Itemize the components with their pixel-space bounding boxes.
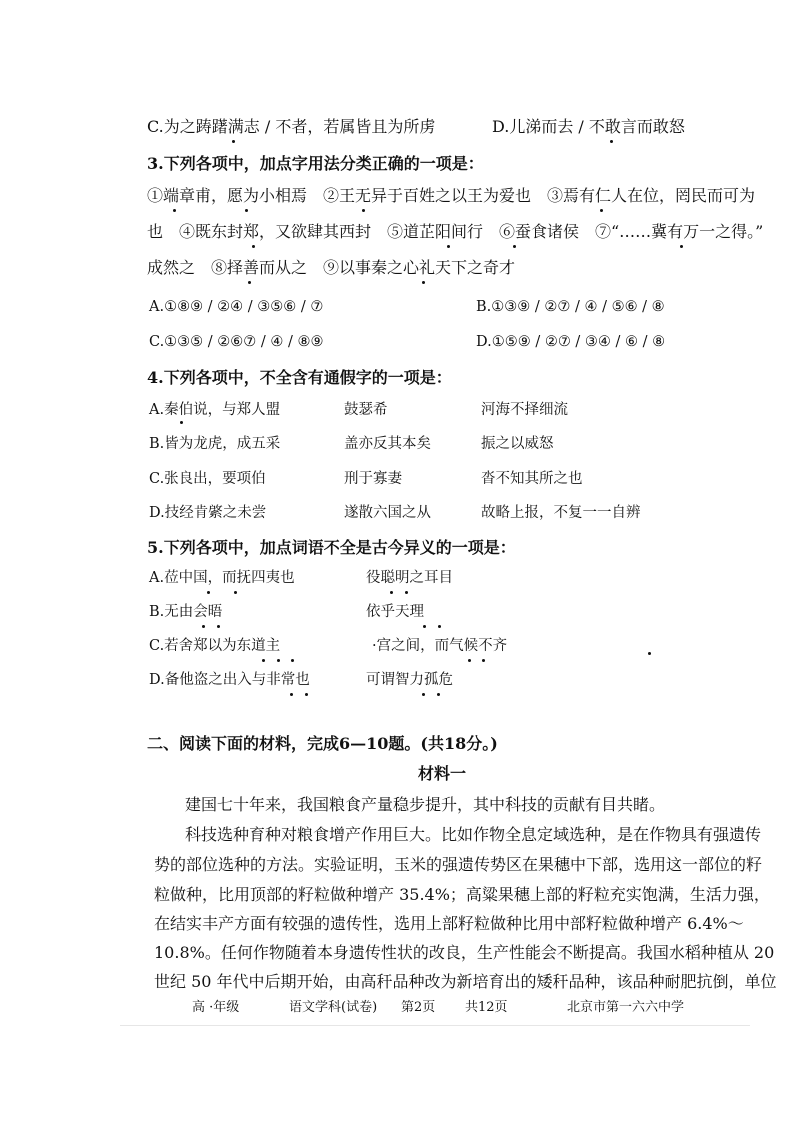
question-3-items-line2: 也 ④既东封郑，又欲肆其西封 ⑤道芷阳间行 ⑥蚕食诸侯 ⑦“……冀有万一之得。” bbox=[147, 222, 764, 241]
emphasis-dot bbox=[232, 140, 235, 143]
question-3-items-line1: ①端章甫，愿为小相焉 ②王无异于百姓之以王为爱也 ③焉有仁人在位，罔民而可为 bbox=[147, 186, 756, 205]
emphasis-dot bbox=[248, 281, 251, 284]
material-1-title: 材料一 bbox=[418, 764, 467, 783]
q2-option-c: C.为之踌躇满志 / 不者，若属皆且为所虏 bbox=[147, 117, 436, 136]
question-4-option-d2: 遂散六国之从 bbox=[344, 505, 431, 521]
question-4-option-d3: 故略上报，不复一一自辨 bbox=[481, 505, 641, 521]
question-4-option-a3: 河海不择细流 bbox=[481, 402, 568, 418]
emphasis-dot bbox=[362, 209, 365, 212]
paragraph-2-line5: 10.8%。任何作物随着本身遗传性状的改良，生产性能会不断提高。我国水稻种植从 20 bbox=[154, 943, 775, 962]
emphasis-dot bbox=[207, 591, 210, 594]
question-4-option-b1: B.皆为龙虎，成五采 bbox=[149, 436, 281, 452]
emphasis-dot bbox=[217, 625, 220, 628]
emphasis-dot bbox=[600, 209, 603, 212]
emphasis-dot bbox=[438, 625, 441, 628]
question-4-option-a1: A.秦伯说，与郑人盟 bbox=[149, 402, 281, 418]
question-5-option-b1: B.无由会晤 bbox=[149, 604, 223, 620]
question-5-option-a1: A.莅中国，而抚四夷也 bbox=[149, 570, 295, 586]
question-5-option-c2: ·宫之间，而气候不齐 bbox=[372, 638, 508, 654]
emphasis-dot bbox=[422, 281, 425, 284]
emphasis-dot bbox=[262, 659, 265, 662]
page-bottom-rule bbox=[120, 1025, 750, 1026]
emphasis-dot bbox=[234, 591, 237, 594]
question-5-option-a2: 役聪明之耳目 bbox=[366, 570, 453, 586]
question-4-stem: 4.下列各项中，不全含有通假字的一项是： bbox=[147, 368, 452, 387]
stray-mark bbox=[648, 652, 651, 655]
emphasis-dot bbox=[423, 625, 426, 628]
emphasis-dot bbox=[252, 245, 255, 248]
footer-page: 第2页 bbox=[401, 1000, 436, 1015]
paragraph-2-line4: 在结实丰产方面有较强的遗传性，选用上部籽粒做种比用中部籽粒做种增产 6.4%～ bbox=[154, 914, 744, 933]
paragraph-2-line3: 粒做种，比用顶部的籽粒做种增产 35.4%；高粱果穗上部的籽粒充实饱满，生活力强， bbox=[154, 885, 770, 904]
question-3-stem: 3.下列各项中，加点字用法分类正确的一项是： bbox=[147, 154, 484, 173]
emphasis-dot bbox=[180, 421, 183, 424]
question-3-option-d: D.①⑤⑨ / ②⑦ / ③④ / ⑥ / ⑧ bbox=[476, 334, 666, 350]
paragraph-2-line6: 世纪 50 年代中后期开始，由高秆品种改为新培育出的矮秆品种，该品种耐肥抗倒，单位 bbox=[154, 972, 777, 991]
question-3-option-a: A.①⑧⑨ / ②④ / ③⑤⑥ / ⑦ bbox=[149, 299, 324, 315]
q2-option-d: D.儿涕而去 / 不敢言而敢怒 bbox=[492, 117, 685, 136]
emphasis-dot bbox=[482, 659, 485, 662]
emphasis-dot bbox=[173, 209, 176, 212]
question-3-items-line3: 成然之 ⑧择善而从之 ⑨以事秦之心礼天下之奇才 bbox=[147, 258, 516, 277]
emphasis-dot bbox=[291, 659, 294, 662]
question-5-option-d1: D.备他盗之出入与非常也 bbox=[149, 672, 310, 688]
emphasis-dot bbox=[680, 245, 683, 248]
footer-grade: 高 ·年级 bbox=[192, 1000, 240, 1015]
emphasis-dot bbox=[405, 591, 408, 594]
footer-school: 北京市第一六六中学 bbox=[567, 1000, 685, 1015]
question-4-option-a2: 鼓瑟希 bbox=[344, 402, 388, 418]
emphasis-dot bbox=[305, 693, 308, 696]
question-5-stem: 5.下列各项中，加点词语不全是古今异义的一项是： bbox=[147, 538, 516, 557]
question-4-option-b2: 盖亦反其本矣 bbox=[344, 436, 431, 452]
emphasis-dot bbox=[447, 245, 450, 248]
emphasis-dot bbox=[290, 693, 293, 696]
question-4-option-c3: 沓不知其所之也 bbox=[481, 471, 583, 487]
emphasis-dot bbox=[390, 591, 393, 594]
emphasis-dot bbox=[513, 245, 516, 248]
question-4-option-c1: C.张良出，要项伯 bbox=[149, 471, 266, 487]
footer-subject: 语文学科(试卷) bbox=[289, 1000, 378, 1015]
paragraph-2-line1: 科技选种育种对粮食增产作用巨大。比如作物全息定域选种，是在作物具有强遗传 bbox=[185, 825, 762, 844]
emphasis-dot bbox=[437, 693, 440, 696]
emphasis-dot bbox=[245, 209, 248, 212]
emphasis-dot bbox=[277, 659, 280, 662]
section-2-heading: 二、阅读下面的材料，完成6—10题。(共18分。) bbox=[147, 734, 498, 753]
question-4-option-c2: 刑于寡妻 bbox=[344, 471, 402, 487]
question-5-option-b2: 依乎天理 bbox=[366, 604, 424, 620]
emphasis-dot bbox=[610, 140, 613, 143]
question-4-option-d1: D.技经肯綮之未尝 bbox=[149, 505, 267, 521]
paragraph-1: 建国七十年来，我国粮食产量稳步提升，其中科技的贡献有目共睹。 bbox=[185, 795, 666, 814]
emphasis-dot bbox=[422, 693, 425, 696]
emphasis-dot bbox=[202, 625, 205, 628]
question-5-option-c1: C.若舍郑以为东道主 bbox=[149, 638, 281, 654]
question-3-option-b: B.①③⑨ / ②⑦ / ④ / ⑤⑥ / ⑧ bbox=[476, 299, 665, 315]
emphasis-dot bbox=[468, 659, 471, 662]
footer-total: 共12页 bbox=[465, 1000, 508, 1015]
question-3-option-c: C.①③⑤ / ②⑥⑦ / ④ / ⑧⑨ bbox=[149, 334, 324, 350]
question-4-option-b3: 振之以威怒 bbox=[481, 436, 554, 452]
question-5-option-d2: 可谓智力孤危 bbox=[366, 672, 453, 688]
paragraph-2-line2: 势的部位选种的方法。实验证明，玉米的强遗传势区在果穗中下部，选用这一部位的籽 bbox=[154, 855, 763, 874]
